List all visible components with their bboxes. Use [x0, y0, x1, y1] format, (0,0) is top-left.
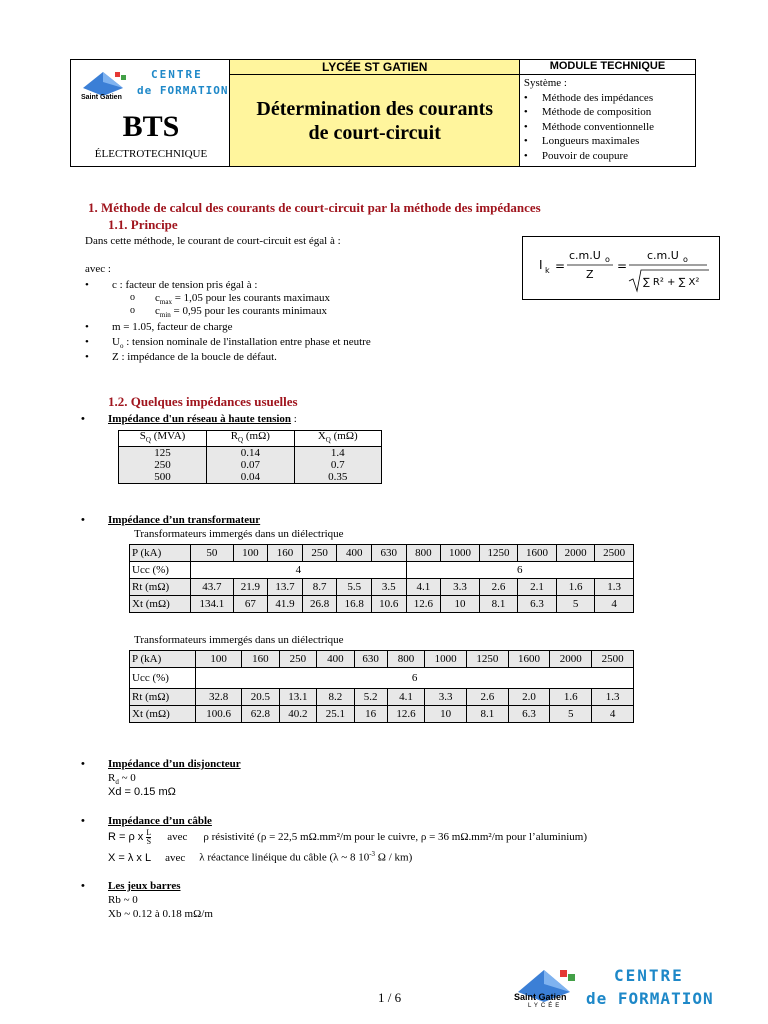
title-line1: Détermination des courants	[256, 97, 494, 120]
subsection-heading: 1.1. Principe	[108, 217, 178, 232]
school-name: LYCÉE ST GATIEN	[230, 60, 519, 75]
table-cell: 8.1	[479, 596, 518, 613]
footer-logo-line1: CENTRE	[614, 966, 684, 985]
table-cell: 3.5	[372, 579, 407, 596]
topic-item: • Pouvoir de coupure	[524, 149, 691, 164]
breaker-r: $R_d$ ~ 0	[108, 772, 136, 787]
table-cell: 1.6	[550, 689, 592, 706]
table-cell: 250	[302, 545, 337, 562]
svg-text:=: =	[617, 259, 628, 273]
table-cell: Xt (mΩ)	[130, 706, 196, 723]
table-cell: 2.1	[518, 579, 557, 596]
table-cell: 8.1	[466, 706, 508, 723]
table-cell: 16.8	[337, 596, 372, 613]
table-cell: 6.3	[518, 596, 557, 613]
table-cell: 1000	[441, 545, 480, 562]
topic-item: • Méthode des impédances	[524, 91, 691, 106]
table-cell: 10	[425, 706, 467, 723]
cable-resistance: R = ρ x $\frac{L}{S}$ avec ρ résistivité (ρ = 22,5 mΩ.mm²/m pour le cuivre, ρ = 36 mΩ.mm²/m pour l’aluminium)	[108, 828, 588, 846]
m-definition: • m = 1.05, facteur de charge	[112, 321, 233, 333]
svg-text:o: o	[605, 255, 610, 264]
avec-label: avec :	[85, 263, 111, 275]
table-cell: 8.7	[302, 579, 337, 596]
table-cell: 630	[354, 651, 387, 668]
breaker-x: Xd = 0.15 mΩ	[108, 786, 176, 798]
table-cell: 10	[441, 596, 480, 613]
table-cell: 1000	[425, 651, 467, 668]
topics-label: Système :	[523, 77, 567, 89]
formula-box	[522, 236, 720, 300]
table-cell: Rt (mΩ)	[130, 579, 191, 596]
table-cell: 5.5	[337, 579, 372, 596]
table-cell: 25.1	[317, 706, 354, 723]
table-cell: 4	[592, 706, 634, 723]
cmin-definition: o $c_{min} = 0,95$ pour les courants minimaux	[155, 305, 327, 319]
module-name: MODULE TECHNIQUE	[519, 60, 695, 75]
table-cell: 3.3	[441, 579, 480, 596]
table-cell: 2000	[550, 651, 592, 668]
table-cell: 41.9	[268, 596, 303, 613]
svg-text:Z: Z	[586, 268, 594, 281]
transformer-caption-2: Transformateurs immergés dans un diélectrique	[134, 634, 344, 646]
table-cell: 800	[387, 651, 424, 668]
table-cell: P (kA)	[130, 545, 191, 562]
table-cell: 100.6	[196, 706, 242, 723]
table-cell: 5	[550, 706, 592, 723]
table-cell: 6.3	[508, 706, 550, 723]
table-cell: 67	[233, 596, 268, 613]
program-name: BTS	[122, 110, 180, 143]
table-cell: 630	[372, 545, 407, 562]
specialty-name: ÉLECTROTECHNIQUE	[94, 148, 208, 160]
uo-definition: • $U_o$ : tension nominale de l'installation entre phase et neutre	[112, 336, 371, 350]
table-cell: 20.5	[242, 689, 279, 706]
table-cell: 160	[268, 545, 303, 562]
subsection-heading: 1.2. Quelques impédances usuelles	[108, 394, 298, 409]
table-cell: 2.6	[479, 579, 518, 596]
logo-line2: de FORMATION	[137, 84, 229, 97]
table-cell: 5	[556, 596, 595, 613]
table-cell: 3.3	[425, 689, 467, 706]
title-line2: de court-circuit	[308, 121, 441, 144]
footer-logo	[512, 962, 732, 1012]
table-cell: Rt (mΩ)	[130, 689, 196, 706]
header-table	[70, 59, 696, 167]
table-cell: 100	[196, 651, 242, 668]
table-cell: 1.3	[595, 579, 634, 596]
c-definition: • c : facteur de tension pris égal à :	[112, 279, 257, 291]
header-logo-cell	[71, 60, 230, 167]
table-cell: 2.6	[466, 689, 508, 706]
table-cell: 62.8	[242, 706, 279, 723]
logo-line1: CENTRE	[151, 68, 203, 81]
svg-text:c.m.U: c.m.U	[647, 249, 679, 262]
hv-label: • Impédance d'un réseau à haute tension :	[108, 413, 297, 425]
transformer-caption-1: Transformateurs immergés dans un diélectrique	[134, 528, 344, 540]
page-number: 1 / 6	[378, 990, 402, 1005]
busbar-r: Rb ~ 0	[108, 894, 138, 906]
svg-text:k: k	[545, 266, 550, 275]
table-cell: 12.6	[387, 706, 424, 723]
table-cell: 160	[242, 651, 279, 668]
topics-list	[519, 75, 695, 167]
table-cell: 250	[279, 651, 316, 668]
busbar-label: • Les jeux barres	[108, 880, 181, 892]
table-cell: 43.7	[191, 579, 233, 596]
table-cell: 1600	[518, 545, 557, 562]
table-cell: 50	[191, 545, 233, 562]
cable-reactance: X = λ x L avec λ réactance linéique du câble (λ ~ 8 $10^{-3}$ Ω / km)	[108, 850, 413, 864]
table-cell: Xt (mΩ)	[130, 596, 191, 613]
table-cell: 10.6	[372, 596, 407, 613]
topic-item: • Méthode de composition	[524, 105, 691, 120]
table-cell: 8.2	[317, 689, 354, 706]
short-circuit-formula	[523, 237, 719, 299]
table-cell: 13.1	[279, 689, 316, 706]
footer-logo-brand: Saint Gatien	[514, 992, 567, 1002]
cmax-definition: o $c_{max} = 1,05$ pour les courants maximaux	[155, 292, 330, 306]
hv-network-table: $S_Q$ (MVA) $R_Q$ (mΩ) $X_Q$ (mΩ) 125 0.14 1.4 250 0.07 0.7 500 0.04 0.35	[118, 430, 382, 484]
table-cell: 1.3	[592, 689, 634, 706]
logo-brand: Saint Gatien	[81, 94, 122, 101]
table-cell: 32.8	[196, 689, 242, 706]
svg-text:∑ R² + ∑ X²: ∑ R² + ∑ X²	[643, 277, 700, 288]
table-cell: 1250	[466, 651, 508, 668]
cable-label: • Impédance d’un câble	[108, 815, 212, 827]
table-cell: 40.2	[279, 706, 316, 723]
table-cell: 2.0	[508, 689, 550, 706]
table-cell: 2500	[595, 545, 634, 562]
table-cell: 800	[406, 545, 441, 562]
table-cell: 21.9	[233, 579, 268, 596]
table-cell: 4.1	[387, 689, 424, 706]
table-cell: 1250	[479, 545, 518, 562]
table-cell: 26.8	[302, 596, 337, 613]
table-cell: 2500	[592, 651, 634, 668]
svg-text:o: o	[683, 255, 688, 264]
table-cell: 13.7	[268, 579, 303, 596]
table-cell: 2000	[556, 545, 595, 562]
transformer-label: • Impédance d’un transformateur	[108, 514, 260, 526]
topic-item: • Méthode conventionnelle	[524, 120, 691, 135]
svg-text:=: =	[555, 259, 566, 273]
footer-logo-small: LYCÉE	[528, 1003, 563, 1009]
table-cell: P (kA)	[130, 651, 196, 668]
table-cell: 5.2	[354, 689, 387, 706]
table-cell: 400	[317, 651, 354, 668]
table-cell: 400	[337, 545, 372, 562]
section-heading: 1. Méthode de calcul des courants de court-circuit par la méthode des impédances	[88, 200, 541, 215]
table-cell: 1.6	[556, 579, 595, 596]
transformer-table-2: P (kA) 100 160 250 400 630 800 1000 1250 1600 2000 2500 Ucc (%) 6 Rt (mΩ) 32.8 20.5 13.1 8.2 5.2 4.1 3.3 2.6 2.0 1.6 1.3 Xt (mΩ) 100.6 62.8 40.2 25.1 16 12.6 10 8.1 6.3 5 4	[129, 650, 634, 723]
table-cell: 12.6	[406, 596, 441, 613]
table-cell: 4.1	[406, 579, 441, 596]
busbar-x: Xb ~ 0.12 à 0.18 mΩ/m	[108, 908, 213, 920]
svg-text:I: I	[539, 258, 543, 272]
document-title	[230, 75, 519, 167]
footer-logo-line2: de FORMATION	[586, 989, 714, 1008]
intro-text: Dans cette méthode, le courant de court-circuit est égal à :	[85, 235, 341, 247]
table-cell: 1600	[508, 651, 550, 668]
topic-item: • Longueurs maximales	[524, 134, 691, 149]
svg-text:c.m.U: c.m.U	[569, 249, 601, 262]
transformer-table-1: P (kA) 50 100 160 250 400 630 800 1000 1250 1600 2000 2500 Ucc (%) 4 6 Rt (mΩ) 43.7 21.9 13.7 8.7 5.5 3.5 4.1 3.3 2.6 2.1 1.6 1.3 Xt (mΩ) 134.1 67 41.9 26.8 16.8 10.6 12.6 10 8.1 6.3 5 4	[129, 544, 634, 613]
table-cell: 100	[233, 545, 268, 562]
z-definition: • Z : impédance de la boucle de défaut.	[112, 351, 277, 363]
table-cell: 4	[595, 596, 634, 613]
table-cell: 134.1	[191, 596, 233, 613]
breaker-label: • Impédance d’un disjoncteur	[108, 758, 241, 770]
table-cell: 16	[354, 706, 387, 723]
